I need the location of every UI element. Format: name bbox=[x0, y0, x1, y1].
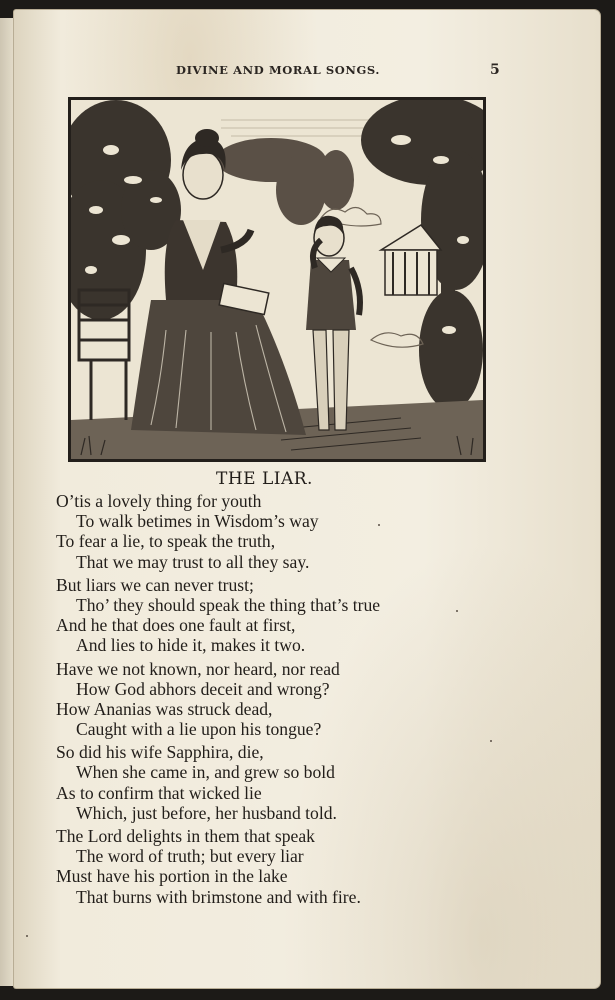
running-title: DIVINE AND MORAL SONGS. bbox=[176, 63, 381, 77]
poem-line: And he that does one fault at first, bbox=[56, 615, 296, 636]
poem-line: So did his wife Sapphira, die, bbox=[56, 742, 264, 763]
poem-line: When she came in, and grew so bold bbox=[76, 762, 335, 783]
poem-line: That burns with brimstone and with fire. bbox=[76, 886, 361, 907]
poem-line: How God abhors deceit and wrong? bbox=[76, 678, 330, 699]
poem-line: Must have his portion in the lake bbox=[56, 866, 288, 887]
woodcut-mother-and-son-illustration bbox=[71, 100, 483, 459]
poem-stanza bbox=[56, 491, 526, 572]
poem-stanza bbox=[56, 742, 526, 823]
poem-stanza bbox=[56, 575, 526, 656]
poem-body bbox=[56, 491, 526, 910]
poem-title: THE LIAR. bbox=[216, 469, 313, 489]
poem-line: Have we not known, nor heard, nor read bbox=[56, 658, 340, 679]
poem-line: The Lord delights in them that speak bbox=[56, 826, 315, 846]
poem-stanza bbox=[56, 826, 526, 907]
poem-line: And lies to hide it, makes it two. bbox=[76, 635, 306, 656]
poem-line: Caught with a lie upon his tongue? bbox=[76, 719, 322, 740]
poem-line: Which, just before, her husband told. bbox=[76, 802, 337, 823]
poem-line: O’tis a lovely thing for youth bbox=[56, 491, 262, 511]
poem-line: Tho’ they should speak the thing that’s true bbox=[76, 594, 381, 615]
page-number: 5 bbox=[490, 62, 500, 78]
poem-line: As to confirm that wicked lie bbox=[56, 782, 262, 803]
poem-line: How Ananias was struck dead, bbox=[56, 698, 273, 719]
poem-line: That we may trust to all they say. bbox=[76, 551, 310, 572]
poem-line: To walk betimes in Wisdom’s way bbox=[76, 511, 319, 532]
poem-stanza bbox=[56, 659, 526, 740]
poem-line: But liars we can never trust; bbox=[56, 574, 254, 595]
poem-line: The word of truth; but every liar bbox=[76, 846, 304, 867]
poem-line: To fear a lie, to speak the truth, bbox=[56, 531, 276, 552]
woodcut-illustration bbox=[68, 97, 486, 462]
